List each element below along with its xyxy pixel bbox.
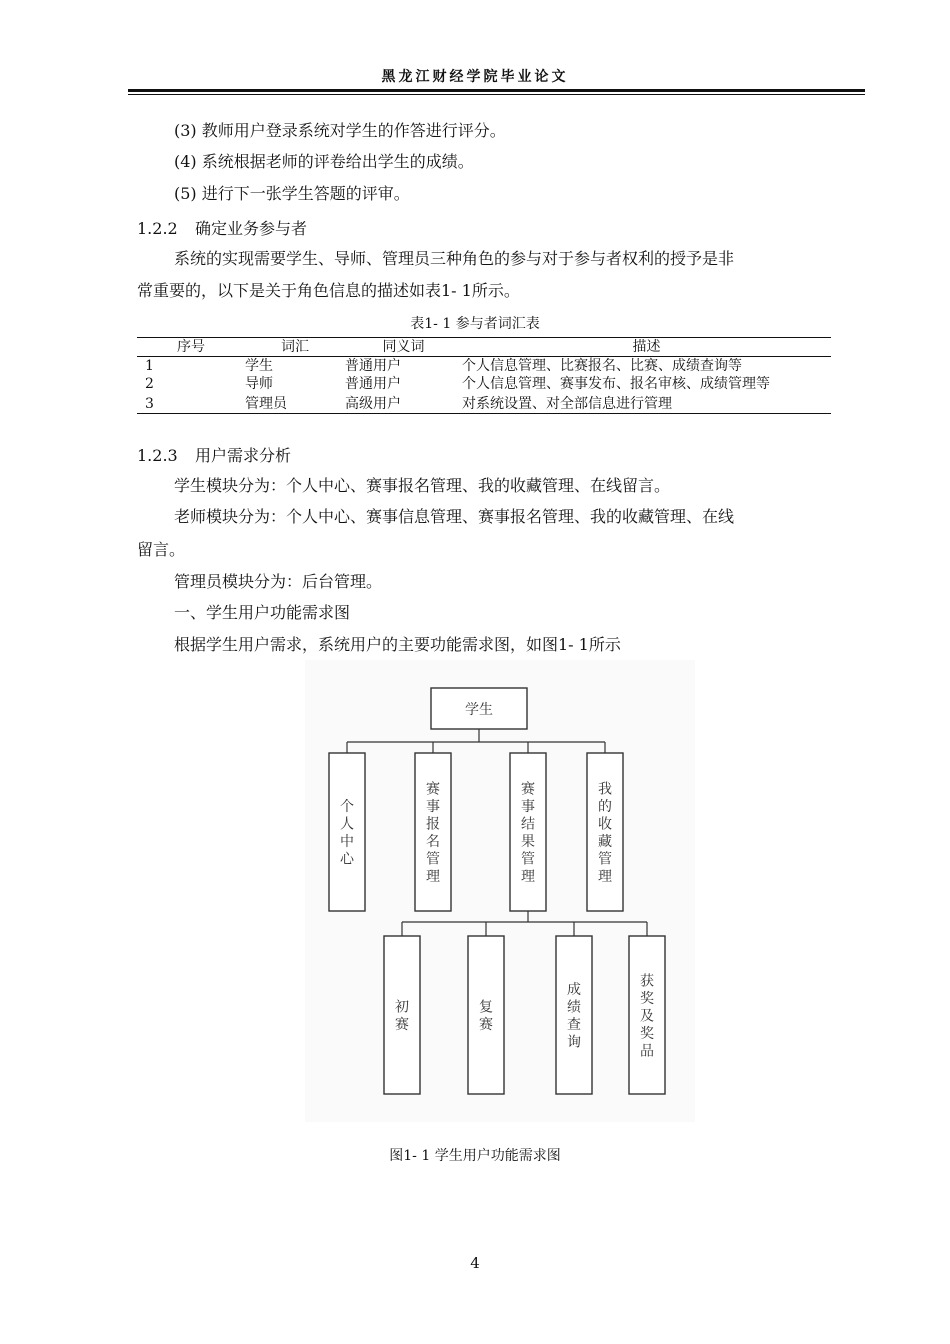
- table-header-row: [137, 338, 831, 357]
- step-3: (3) 教师用户登录系统对学生的作答进行评分。: [174, 121, 506, 140]
- section-heading-1-2-3: [137, 443, 291, 466]
- section-title: 确定业务参与者: [195, 219, 308, 238]
- node-level1-label: 个人中心: [340, 799, 354, 868]
- vocabulary-table: [137, 337, 831, 414]
- subheading-student-diagram: 一、学生用户功能需求图: [174, 603, 351, 622]
- page-number: 4: [470, 1254, 480, 1272]
- intro-line-2: 常重要的，以下是关于角色信息的描述如表1- 1所示。: [137, 281, 520, 300]
- col-header-no: 序号: [137, 338, 245, 357]
- student-modules: 学生模块分为：个人中心、赛事报名管理、我的收藏管理、在线留言。: [174, 476, 671, 495]
- table-row: [137, 357, 831, 376]
- cell-term: 管理员: [245, 395, 345, 414]
- student-function-diagram: [305, 660, 695, 1122]
- section-number: 1.2.3: [137, 446, 178, 465]
- section-heading-1-2-2: [137, 216, 307, 239]
- admin-modules: 管理员模块分为：后台管理。: [174, 572, 383, 591]
- teacher-modules-line-2: 留言。: [137, 540, 186, 559]
- intro-line-1: 系统的实现需要学生、导师、管理员三种角色的参与对于参与者权利的授予是非: [174, 249, 735, 268]
- step-4: (4) 系统根据老师的评卷给出学生的成绩。: [174, 152, 474, 171]
- figure-caption: 图1- 1 学生用户功能需求图: [389, 1148, 561, 1164]
- node-level1-label: 赛事结果管理: [521, 781, 535, 885]
- cell-term: 学生: [245, 358, 273, 374]
- node-level1-label: 赛事报名管理: [426, 781, 440, 885]
- col-header-description: 描述: [462, 338, 831, 357]
- table-row: [137, 375, 831, 395]
- figure-intro: 根据学生用户需求，系统用户的主要功能需求图，如图1- 1所示: [174, 635, 621, 654]
- teacher-modules-line-1: 老师模块分为：个人中心、赛事信息管理、赛事报名管理、我的收藏管理、在线: [174, 507, 735, 526]
- cell-description: 个人信息管理、比赛报名、比赛、成绩查询等: [462, 358, 742, 374]
- cell-synonym: 普通用户: [345, 358, 401, 374]
- cell-no: 2: [145, 376, 154, 392]
- node-root-label: 学生: [465, 702, 493, 718]
- step-5: (5) 进行下一张学生答题的评审。: [174, 184, 410, 203]
- table-row: [137, 395, 831, 414]
- node-level2-label: 成绩查询: [567, 982, 581, 1051]
- header-title: 黑龙江财经学院毕业论文: [381, 69, 569, 85]
- cell-description: 个人信息管理、赛事发布、报名审核、成绩管理等: [462, 376, 770, 392]
- cell-no: 1: [145, 358, 154, 374]
- header-rule-thick: [128, 89, 865, 92]
- section-number: 1.2.2: [137, 219, 178, 238]
- cell-term: 导师: [245, 376, 273, 392]
- col-header-term: 词汇: [245, 338, 345, 357]
- section-title: 用户需求分析: [195, 446, 292, 465]
- table-caption: 表1- 1 参与者词汇表: [410, 316, 540, 332]
- cell-synonym: 普通用户: [345, 376, 401, 392]
- cell-description: 对系统设置、对全部信息进行管理: [462, 395, 831, 414]
- node-level1-label: 我的收藏管理: [598, 781, 612, 885]
- node-level2-label: 获奖及奖品: [640, 973, 654, 1060]
- cell-no: 3: [137, 395, 245, 414]
- cell-synonym: 高级用户: [345, 395, 462, 414]
- node-level2-label: 复赛: [479, 999, 493, 1033]
- col-header-synonym: 同义词: [345, 338, 462, 357]
- node-level2-label: 初赛: [395, 999, 409, 1033]
- header-rule-thin: [128, 94, 865, 95]
